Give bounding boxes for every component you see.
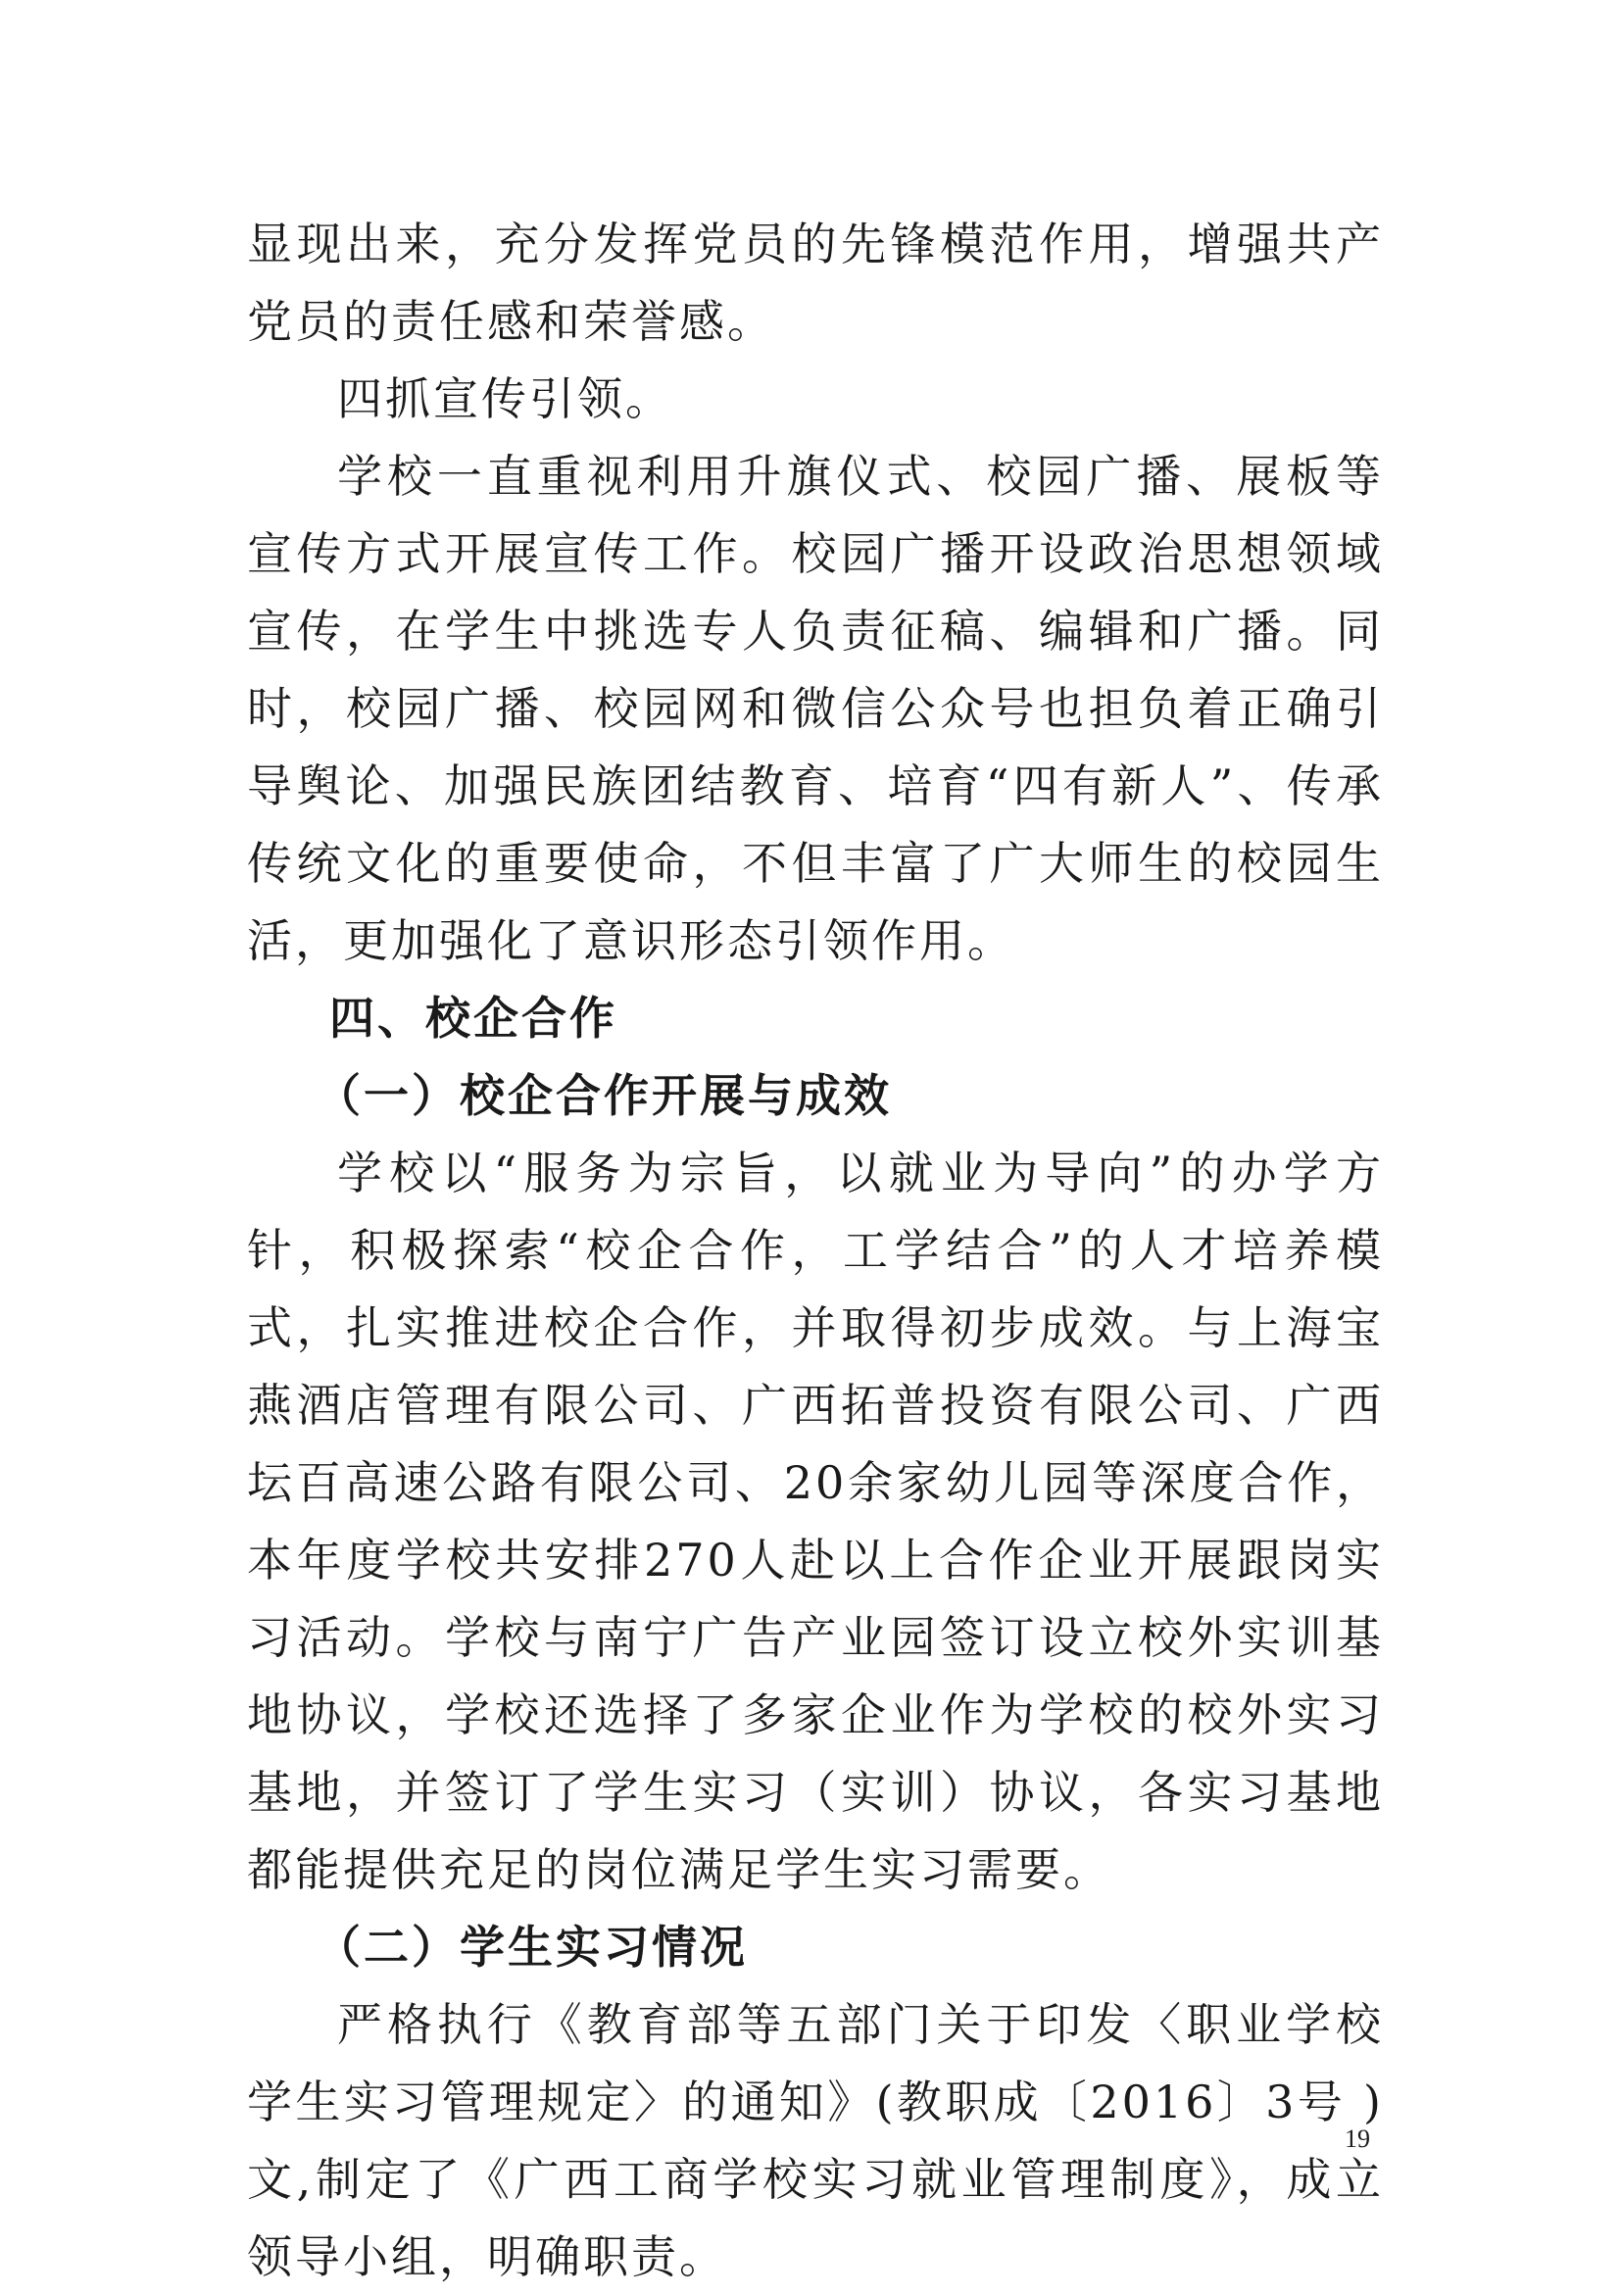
paragraph-cooperation-results: 学校以“服务为宗旨，以就业为导向”的办学方针，积极探索“校企合作，工学结合”的人才培养模式，扎实推进校企合作，并取得初步成效。与上海宝燕酒店管理有限公司、广西拓普投资有限公司、广西坛百高速公路有限公司、20余家幼儿园等深度合作，本年度学校共安排270人赴以上合作企业开展跟岗实习活动。学校与南宁广告产业园签订设立校外实训基地协议，学校还选择了多家企业作为学校的校外实习基地，并签订了学生实习（实训）协议，各实习基地都能提供充足的岗位满足学生实习需要。	[247, 1147, 1384, 1896]
paragraph-publicity-work: 学校一直重视利用升旗仪式、校园广播、展板等宣传方式开展宣传工作。校园广播开设政治思想领域宣传，在学生中挑选专人负责征稿、编辑和广播。同时，校园广播、校园网和微信公众号也担负着正确引导舆论、加强民族团结教育、培育“四有新人”、传承传统文化的重要使命，不但丰富了广大师生的校园生活，更加强化了意识形态引领作用。	[247, 450, 1384, 967]
subsection-heading-cooperation: （一）校企合作开展与成效	[316, 1069, 892, 1122]
subsection-heading-internship: （二）学生实习情况	[316, 1921, 748, 1974]
page-number: 19	[1345, 2125, 1370, 2153]
section-heading-school-enterprise: 四、校企合作	[329, 992, 617, 1045]
document-body	[247, 206, 1384, 2296]
paragraph-publicity-title: 四抓宣传引领。	[337, 372, 673, 425]
paragraph-internship-rules: 严格执行《教育部等五部门关于印发〈职业学校学生实习管理规定〉的通知》(教职成〔2016〕3号 )文,制定了《广西工商学校实习就业管理制度》，成立领导小组，明确职责。	[247, 1998, 1384, 2283]
paragraph-party-members: 显现出来，充分发挥党员的先锋模范作用，增强共产党员的责任感和荣誉感。	[247, 218, 1384, 348]
